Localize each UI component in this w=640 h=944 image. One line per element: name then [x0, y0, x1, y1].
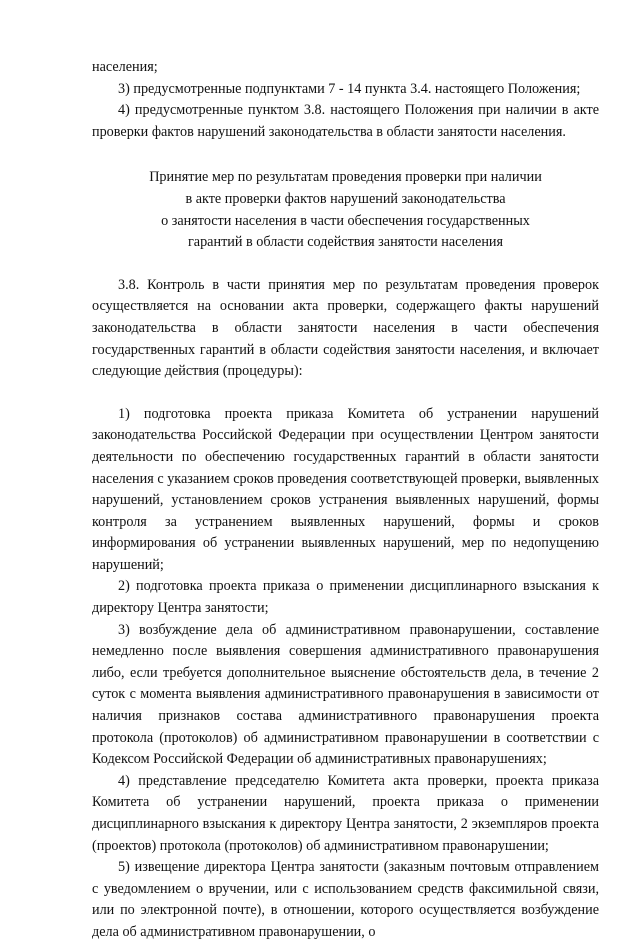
section-heading [92, 167, 599, 253]
procedure-item-3: 3) возбуждение дела об административном правонарушении, составление немедленно после выявления совершения административного правонарушения либо, если требуется дополнительное выяснение обстоятельств дела, в течение 2 суток с момента выявления административного правонарушения в зависимости от наличия признаков состава административного правонарушения проекта протокола (протоколов) об административном правонарушении в соответствии с Кодексом Российской Федерации об административных правонарушениях; [92, 621, 599, 768]
continuation-line: населения; [92, 59, 158, 75]
list-item-4: 4) предусмотренные пунктом 3.8. настоящего Положения при наличии в акте проверки фактов нарушений законодательства в области занятости населения. [92, 102, 599, 140]
procedure-item-1: 1) подготовка проекта приказа Комитета об устранении нарушений законодательства Российской Федерации при осуществлении Центром занятости деятельности по обеспечению государственных гарантий в области занятости населения с указанием сроков проведения соответствующей проверки, выявленных нарушений, установлением сроков устранения выявленных нарушений, формы контроля за устранением выявленных нарушений, формы и сроков информирования об устранении выявленных нарушений, мер по недопущению нарушений; [92, 405, 599, 573]
list-item-3: 3) предусмотренные подпунктами 7 - 14 пункта 3.4. настоящего Положения; [118, 80, 581, 97]
procedure-item-2: 2) подготовка проекта приказа о применении дисциплинарного взыскания к директору Центра занятости; [92, 578, 599, 617]
heading-line: в акте проверки фактов нарушений законодательства [185, 190, 506, 207]
document-body [92, 57, 599, 944]
procedure-item-4: 4) представление председателю Комитета акта проверки, проекта приказа Комитета об устранении нарушений, проекта приказа о применении дисциплинарного взыскания к директору Центра занятости, 2 экземпляров проекта (проектов) протокола (протоколов) об административном правонарушении; [92, 772, 599, 854]
heading-line: о занятости населения в части обеспечения государственных [161, 212, 530, 229]
heading-line: Принятие мер по результатам проведения проверки при наличии [149, 169, 542, 186]
section-3-8-paragraph: 3.8. Контроль в части принятия мер по результатам проведения проверок осуществляется на основании акта проверки, содержащего факты нарушений законодательства в области занятости населения в части обеспечения государственных гарантий в области содействия занятости населения, и включает следующие действия (процедуры): [92, 276, 599, 380]
heading-line: гарантий в области содействия занятости населения [187, 234, 504, 251]
procedure-item-5: 5) извещение директора Центра занятости (заказным почтовым отправлением с уведомлением о вручении, или с использованием средств факсимильной связи, или по электронной почте), в отношении, которого осуществляется возбуждение дела об административном правонарушении, о [92, 859, 599, 940]
